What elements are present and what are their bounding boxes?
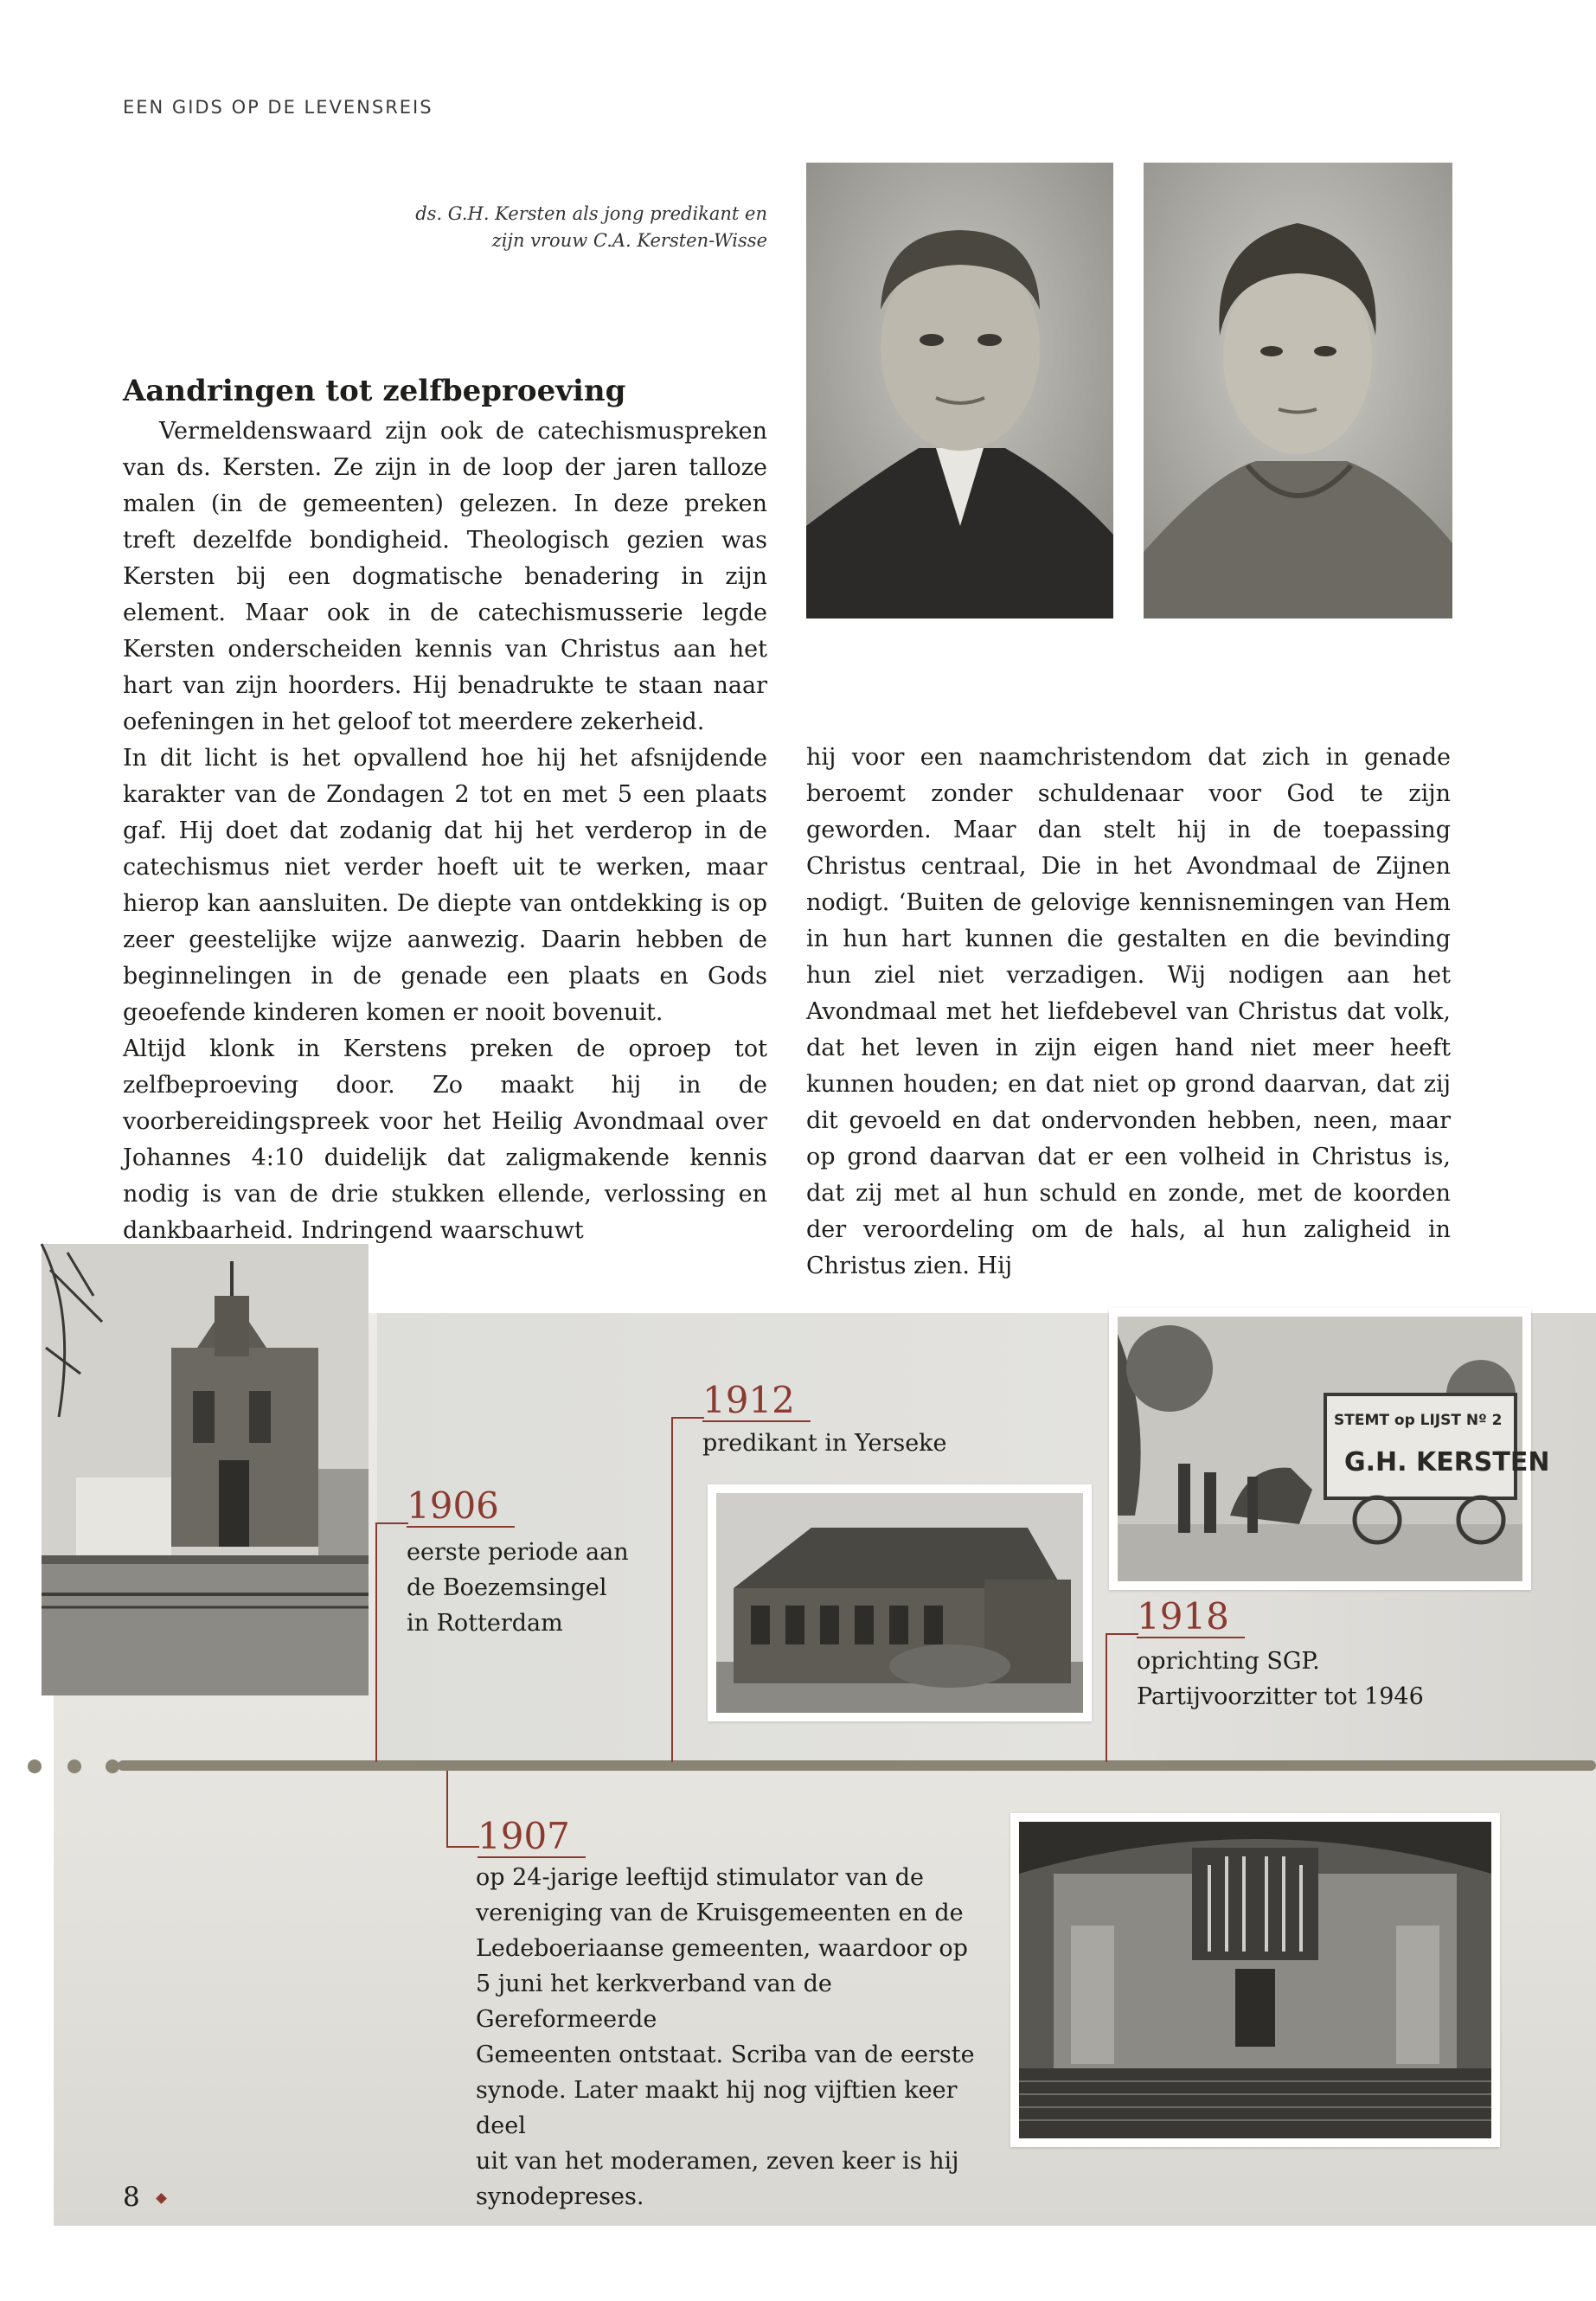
event-line: in Rotterdam — [407, 1610, 563, 1637]
wagon-sign-line-2: G.H. KERSTEN — [1344, 1447, 1550, 1477]
photo-frame-yerseke — [708, 1484, 1092, 1721]
event-line: predikant in Yerseke — [702, 1430, 947, 1457]
event-line: Ledeboeriaanse gemeenten, waardoor op — [476, 1935, 968, 1962]
connector-1912-h — [671, 1417, 704, 1419]
timeline-dot — [67, 1759, 81, 1773]
event-line: eerste periode aan — [407, 1539, 629, 1566]
timeline-event-1906 — [407, 1535, 666, 1641]
event-line: 5 juni het kerkverband van de Gereformeerde — [476, 1971, 832, 2033]
timeline-year-1907: 1907 — [478, 1817, 586, 1858]
connector-1907 — [446, 1771, 448, 1847]
connector-1912 — [671, 1417, 673, 1762]
article-column-right — [806, 740, 1451, 1285]
event-line: vereniging van de Kruisgemeenten en de — [476, 1900, 964, 1926]
page-number: 8 — [123, 2182, 140, 2213]
article-column-left — [123, 413, 767, 1249]
timeline-year-1918: 1918 — [1137, 1597, 1245, 1638]
event-line: op 24-jarige leeftijd stimulator van de — [476, 1864, 925, 1891]
connector-1918 — [1106, 1633, 1107, 1762]
church-photo-boezemsingel — [42, 1244, 369, 1695]
event-line: Partijvoorzitter tot 1946 — [1137, 1683, 1424, 1710]
connector-1906 — [375, 1522, 377, 1762]
event-line: Gemeenten ontstaat. Scriba van de eerste — [476, 2041, 975, 2068]
timeline-year-1912: 1912 — [702, 1381, 811, 1422]
connector-1918-h — [1106, 1633, 1138, 1635]
timeline-event-1907 — [476, 1860, 1003, 2214]
connector-1906-h — [375, 1522, 408, 1524]
caption-line-1: ds. G.H. Kersten als jong predikant en — [415, 203, 767, 224]
timeline-dot — [28, 1759, 42, 1773]
photo-caption — [404, 201, 767, 254]
paragraph: Altijd klonk in Kerstens preken de oproep tot zelfbeproeving door. Zo maakt hij in de voorbereidingspreek voor het Heilig Avondmaal over Johannes 4:10 duidelijk dat zaligmakende kennis nodig is van de drie stukken ellende, verlossing en dankbaarheid. Indringend waarschuwt — [123, 1035, 767, 1244]
paragraph: In dit licht is het opvallend hoe hij het afsnijdende karakter van de Zondagen 2 tot en met 5 een plaats gaf. Hij doet dat zodanig dat hij het verderop in de catechismus niet verder hoeft uit te werken, maar hierop kan aansluiten. De diepte van ontdekking is op zeer geestelijke wijze aanwezig. Daarin hebben de beginnelingen in de genade een plaats en Gods geoefende kinderen komen er nooit bovenuit. — [123, 745, 767, 1026]
event-line: de Boezemsingel — [407, 1574, 607, 1601]
event-line: synode. Later maakt hij nog vijftien keer deel — [476, 2077, 958, 2139]
timeline-event-1918 — [1137, 1644, 1535, 1715]
timeline-line — [118, 1760, 1596, 1771]
connector-1907-h — [446, 1846, 479, 1848]
paragraph: Vermeldenswaard zijn ook de catechismuspreken van ds. Kersten. Ze zijn in de loop der jaren talloze malen (in de gemeenten) gelezen. In deze preken treft dezelfde bondigheid. Theologisch gezien was Kersten bij een dogmatische benadering in zijn element. Maar ook in de catechismusserie legde Kersten onderscheiden kennis van Christus aan het hart van zijn hoorders. Hij benadrukte te staan naar oefeningen in het geloof tot meerdere zekerheid. — [123, 418, 767, 735]
section-heading: Aandringen tot zelfbeproeving — [123, 374, 626, 408]
photo-frame-church-interior — [1010, 1813, 1500, 2147]
portrait-photo-kersten-wisse — [1144, 163, 1452, 619]
caption-line-2: zijn vrouw C.A. Kersten-Wisse — [491, 230, 767, 251]
portrait-photo-kersten — [806, 163, 1113, 619]
photo-frame-election-wagon — [1109, 1308, 1550, 1590]
timeline-year-1906: 1906 — [407, 1486, 515, 1528]
event-line: synodepreses. — [476, 2183, 644, 2210]
wagon-sign-line-1: STEMT op LIJST Nº 2 — [1334, 1412, 1503, 1429]
running-head: EEN GIDS OP DE LEVENSREIS — [123, 97, 433, 118]
event-line: oprichting SGP. — [1137, 1648, 1320, 1675]
timeline-event-1912 — [702, 1426, 1048, 1461]
event-line: uit van het moderamen, zeven keer is hij — [476, 2148, 959, 2175]
paragraph: hij voor een naamchristendom dat zich in genade beroemt zonder schuldenaar voor God te zijn geworden. Maar dan stelt hij in de toepassing Christus centraal, Die in het Avondmaal de Zijnen nodigt. ‘Buiten de gelovige kennisnemingen van Hem in hun hart kunnen die gestalten en die bevinding hun ziel niet verzadigen. Wij nodigen aan het Avondmaal met het liefdebevel van Christus dat volk, dat het leven in zijn eigen hand niet meer heeft kunnen houden; en dat niet op grond daarvan, dat zij dit gevoeld en dat ondervonden hebben, neen, maar op grond daarvan dat er een volheid in Christus is, dat zij met al hun schuld en zonde, met de koorden der veroordeling om de hals, al hun zaligheid in Christus zien. Hij — [806, 744, 1451, 1279]
